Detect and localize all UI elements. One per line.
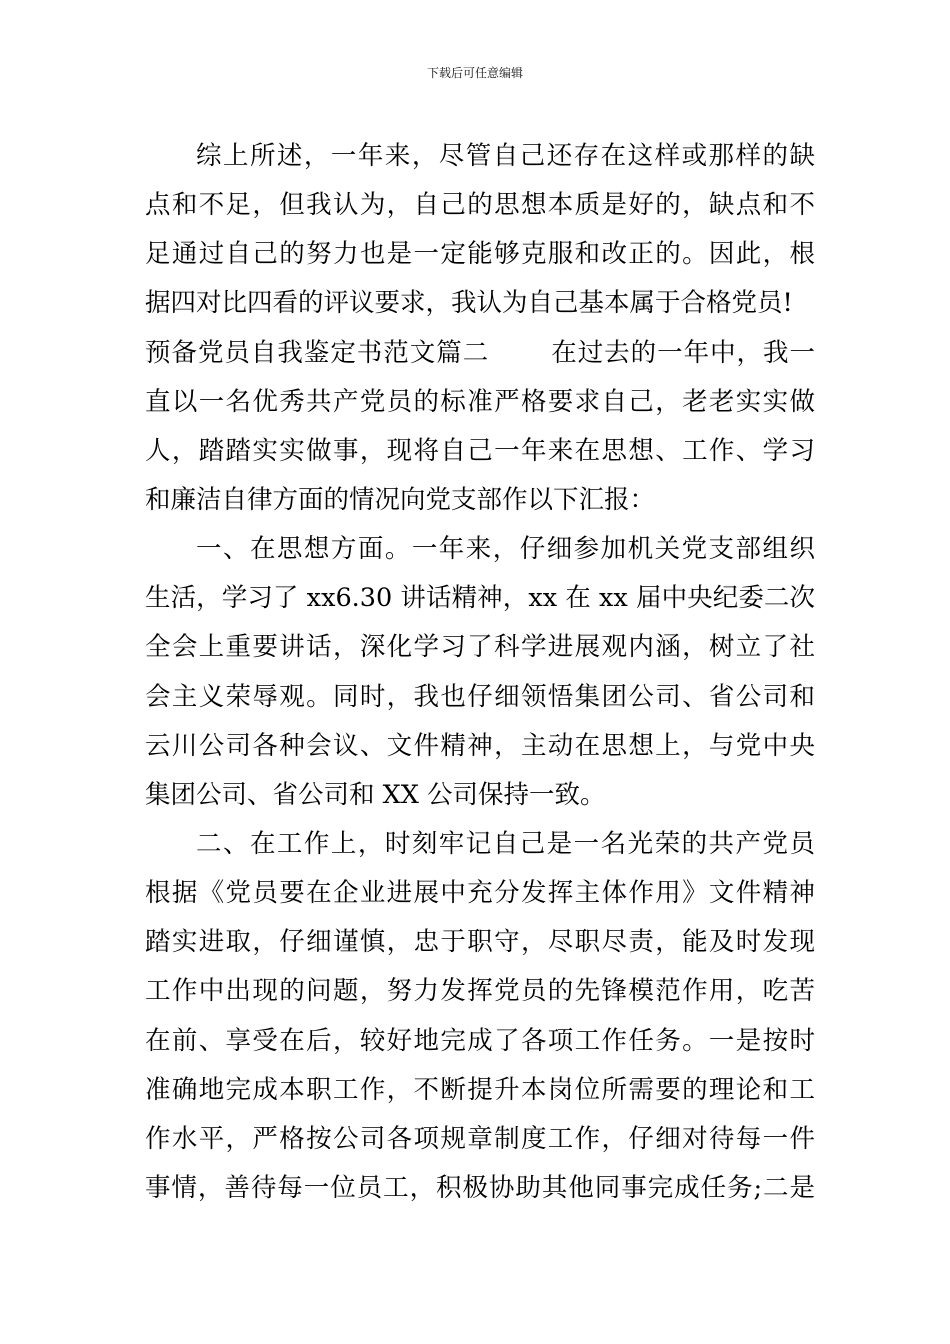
text-line: 作水平，严格按公司各项规章制度工作，仔细对待每一件 [145, 1123, 815, 1154]
text-line: 据四对比四看的评议要求，我认为自己基本属于合格党员! [145, 288, 793, 319]
text-line: 预备党员自我鉴定书范文篇二 在过去的一年中，我一 [145, 337, 815, 368]
text-line: 会主义荣辱观。同时，我也仔细领悟集团公司、省公司和 [145, 681, 815, 712]
text-line: 踏实进取，仔细谨慎，忠于职守，尽职尽责，能及时发现 [145, 927, 815, 958]
text-line: 二、在工作上，时刻牢记自己是一名光荣的共产党员 [196, 828, 815, 859]
page-header: 下载后可任意编辑 [426, 66, 523, 80]
text-line: 直以一名优秀共产党员的标准严格要求自己，老老实实做 [145, 386, 815, 417]
text-line: 足通过自己的努力也是一定能够克服和改正的。因此，根 [145, 239, 815, 270]
text-line: 在前、享受在后，较好地完成了各项工作任务。一是按时 [145, 1025, 815, 1056]
text-line: 和廉洁自律方面的情况向党支部作以下汇报： [145, 484, 656, 515]
text-line: 准确地完成本职工作，不断提升本岗位所需要的理论和工 [145, 1074, 815, 1105]
text-line: 根据《党员要在企业进展中充分发挥主体作用》文件精神 [145, 878, 815, 909]
text-line: 事情，善待每一位员工，积极协助其他同事完成任务;二是 [145, 1172, 815, 1203]
text-line: 全会上重要讲话，深化学习了科学进展观内涵，树立了社 [145, 632, 815, 663]
document-body [145, 132, 815, 1213]
text-line: 集团公司、省公司和 XX 公司保持一致。 [145, 779, 606, 810]
text-line: 云川公司各种会议、文件精神，主动在思想上，与党中央 [145, 730, 815, 761]
text-line: 人，踏踏实实做事，现将自己一年来在思想、工作、学习 [145, 435, 815, 466]
text-line: 一、在思想方面。一年来，仔细参加机关党支部组织 [196, 534, 815, 565]
text-line: 生活，学习了 xx6.30 讲话精神，xx 在 xx 届中央纪委二次 [145, 583, 815, 614]
text-line: 点和不足，但我认为，自己的思想本质是好的，缺点和不 [145, 190, 815, 221]
text-line: 工作中出现的问题，努力发挥党员的先锋模范作用，吃苦 [145, 976, 815, 1007]
text-line: 综上所述，一年来，尽管自己还存在这样或那样的缺 [196, 141, 815, 171]
